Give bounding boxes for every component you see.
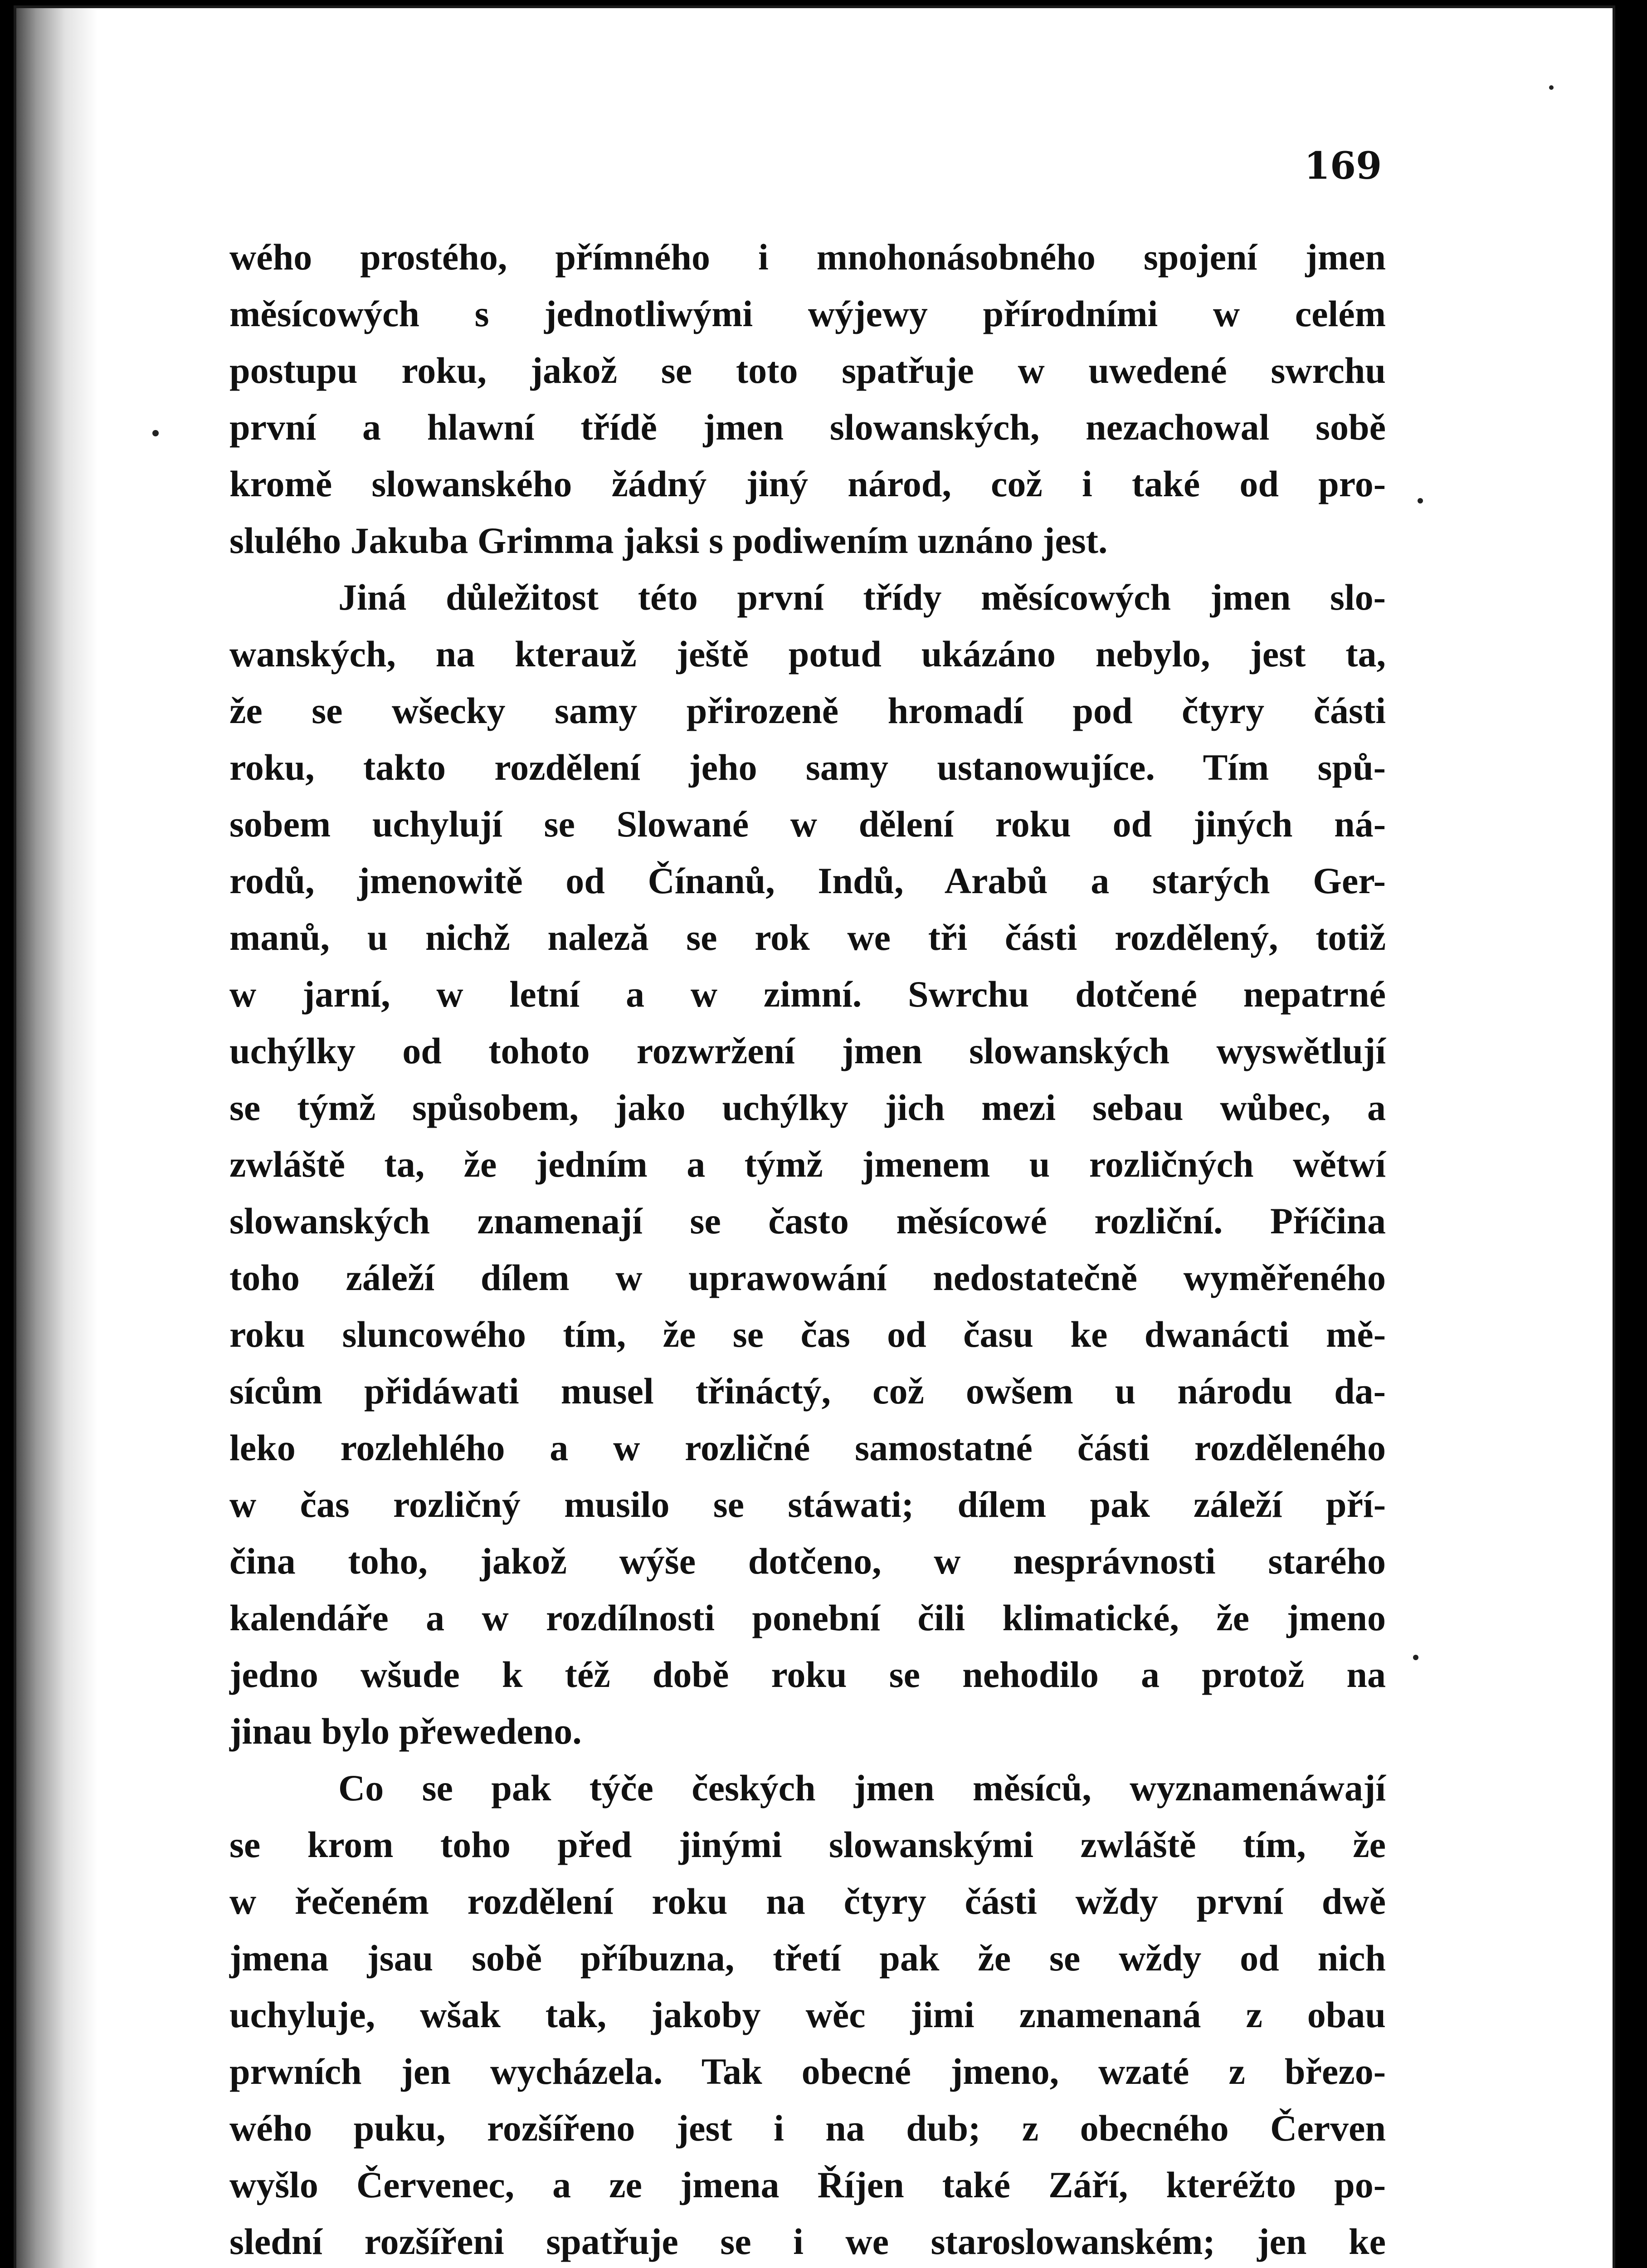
paper-speck (1418, 498, 1423, 503)
text-line: jedno wšude k též době roku se nehodilo a protož na (229, 1654, 1386, 1695)
text-line: slulého Jakuba Grimma jaksi s podiwením uznáno jest. (229, 520, 1108, 561)
text-line: se krom toho před jinými slowanskými zwláště tím, že (229, 1824, 1386, 1865)
paper-speck (1549, 85, 1554, 90)
text-line: čina toho, jakož wýše dotčeno, w nesprávnosti starého (229, 1540, 1386, 1582)
text-line: že se wšecky samy přirozeně hromadí pod čtyry části (229, 690, 1386, 731)
text-line: wyšlo Červenec, a ze jmena Říjen také Září, kteréžto po- (229, 2164, 1386, 2205)
book-page (16, 8, 1613, 2268)
text-line: kromě slowanského žádný jiný národ, což i také od pro- (229, 463, 1386, 504)
text-line: uchyluje, wšak tak, jakoby wěc jimi znamenaná z obau (229, 1994, 1386, 2035)
text-line: kalendáře a w rozdílnosti ponební čili klimatické, že jmeno (229, 1597, 1386, 1638)
text-line: wého puku, rozšířeno jest i na dub; z obecného Červen (229, 2107, 1386, 2149)
text-line: prwních jen wycházela. Tak obecné jmeno, wzaté z březo- (229, 2051, 1386, 2092)
text-line: sobem uchylují se Slowané w dělení roku od jiných ná- (229, 803, 1386, 845)
paper-speck (152, 430, 159, 436)
text-line: slední rozšířeni spatřuje se i we staroslowanském; jen ke (229, 2221, 1386, 2262)
text-line: roku sluncowého tím, že se čas od času ke dwanácti mě- (229, 1314, 1386, 1355)
text-line: první a hlawní třídě jmen slowanských, nezachowal sobě (229, 406, 1386, 448)
text-line: měsícowých s jednotliwými wýjewy přírodními w celém (229, 293, 1386, 334)
text-line: zwláště ta, že jedním a týmž jmenem u rozličných wětwí (229, 1144, 1386, 1185)
text-line: postupu roku, jakož se toto spatřuje w uwedené swrchu (229, 350, 1386, 391)
text-line: manů, u nichž naleză se rok we tři části rozdělený, totiž (229, 917, 1386, 958)
text-line: slowanských znamenají se často měsícowé rozliční. Příčina (229, 1200, 1386, 1242)
paragraph-2 (229, 569, 1386, 1760)
text-line: jmena jsau sobě příbuzna, třetí pak že se wždy od nich (229, 1937, 1386, 1979)
text-line: w řečeném rozdělení roku na čtyry části wždy první dwě (229, 1881, 1386, 1922)
text-line: rodů, jmenowitě od Čínanů, Indů, Arabů a starých Ger- (229, 860, 1386, 901)
paragraph-3 (229, 1760, 1386, 2268)
text-line: jinau bylo přewedeno. (229, 1711, 582, 1752)
text-line: Jiná důležitost této první třídy měsícowých jmen slo- (338, 577, 1386, 618)
body-text (229, 229, 1386, 2268)
text-line: Co se pak týče českých jmen měsíců, wyznamenáwají (338, 1767, 1386, 1809)
text-line: roku, takto rozdělení jeho samy ustanowujíce. Tím spů- (229, 747, 1386, 788)
text-line: toho záleží dílem w uprawowání nedostatečně wyměřeného (229, 1257, 1386, 1298)
text-line: uchýlky od tohoto rozwržení jmen slowanských wyswětlují (229, 1030, 1386, 1071)
text-line: w čas rozličný musilo se stáwati; dílem pak záleží pří- (229, 1484, 1386, 1525)
text-line: sícům přidáwati musel třináctý, což owšem u národu da- (229, 1370, 1386, 1412)
text-line: w jarní, w letní a w zimní. Swrchu dotčené nepatrné (229, 973, 1386, 1015)
paragraph-1 (229, 229, 1386, 569)
binding-shadow (16, 8, 98, 2268)
paper-speck (1413, 1655, 1418, 1660)
page-number: 169 (1304, 144, 1382, 188)
text-line: leko rozlehlého a w rozličné samostatné části rozděleného (229, 1427, 1386, 1468)
text-line: se týmž spůsobem, jako uchýlky jich mezi sebau wůbec, a (229, 1087, 1386, 1128)
text-line: wanských, na kterauž ještě potud ukázáno nebylo, jest ta, (229, 633, 1386, 675)
text-line: wého prostého, přímného i mnohonásobného spojení jmen (229, 236, 1386, 278)
